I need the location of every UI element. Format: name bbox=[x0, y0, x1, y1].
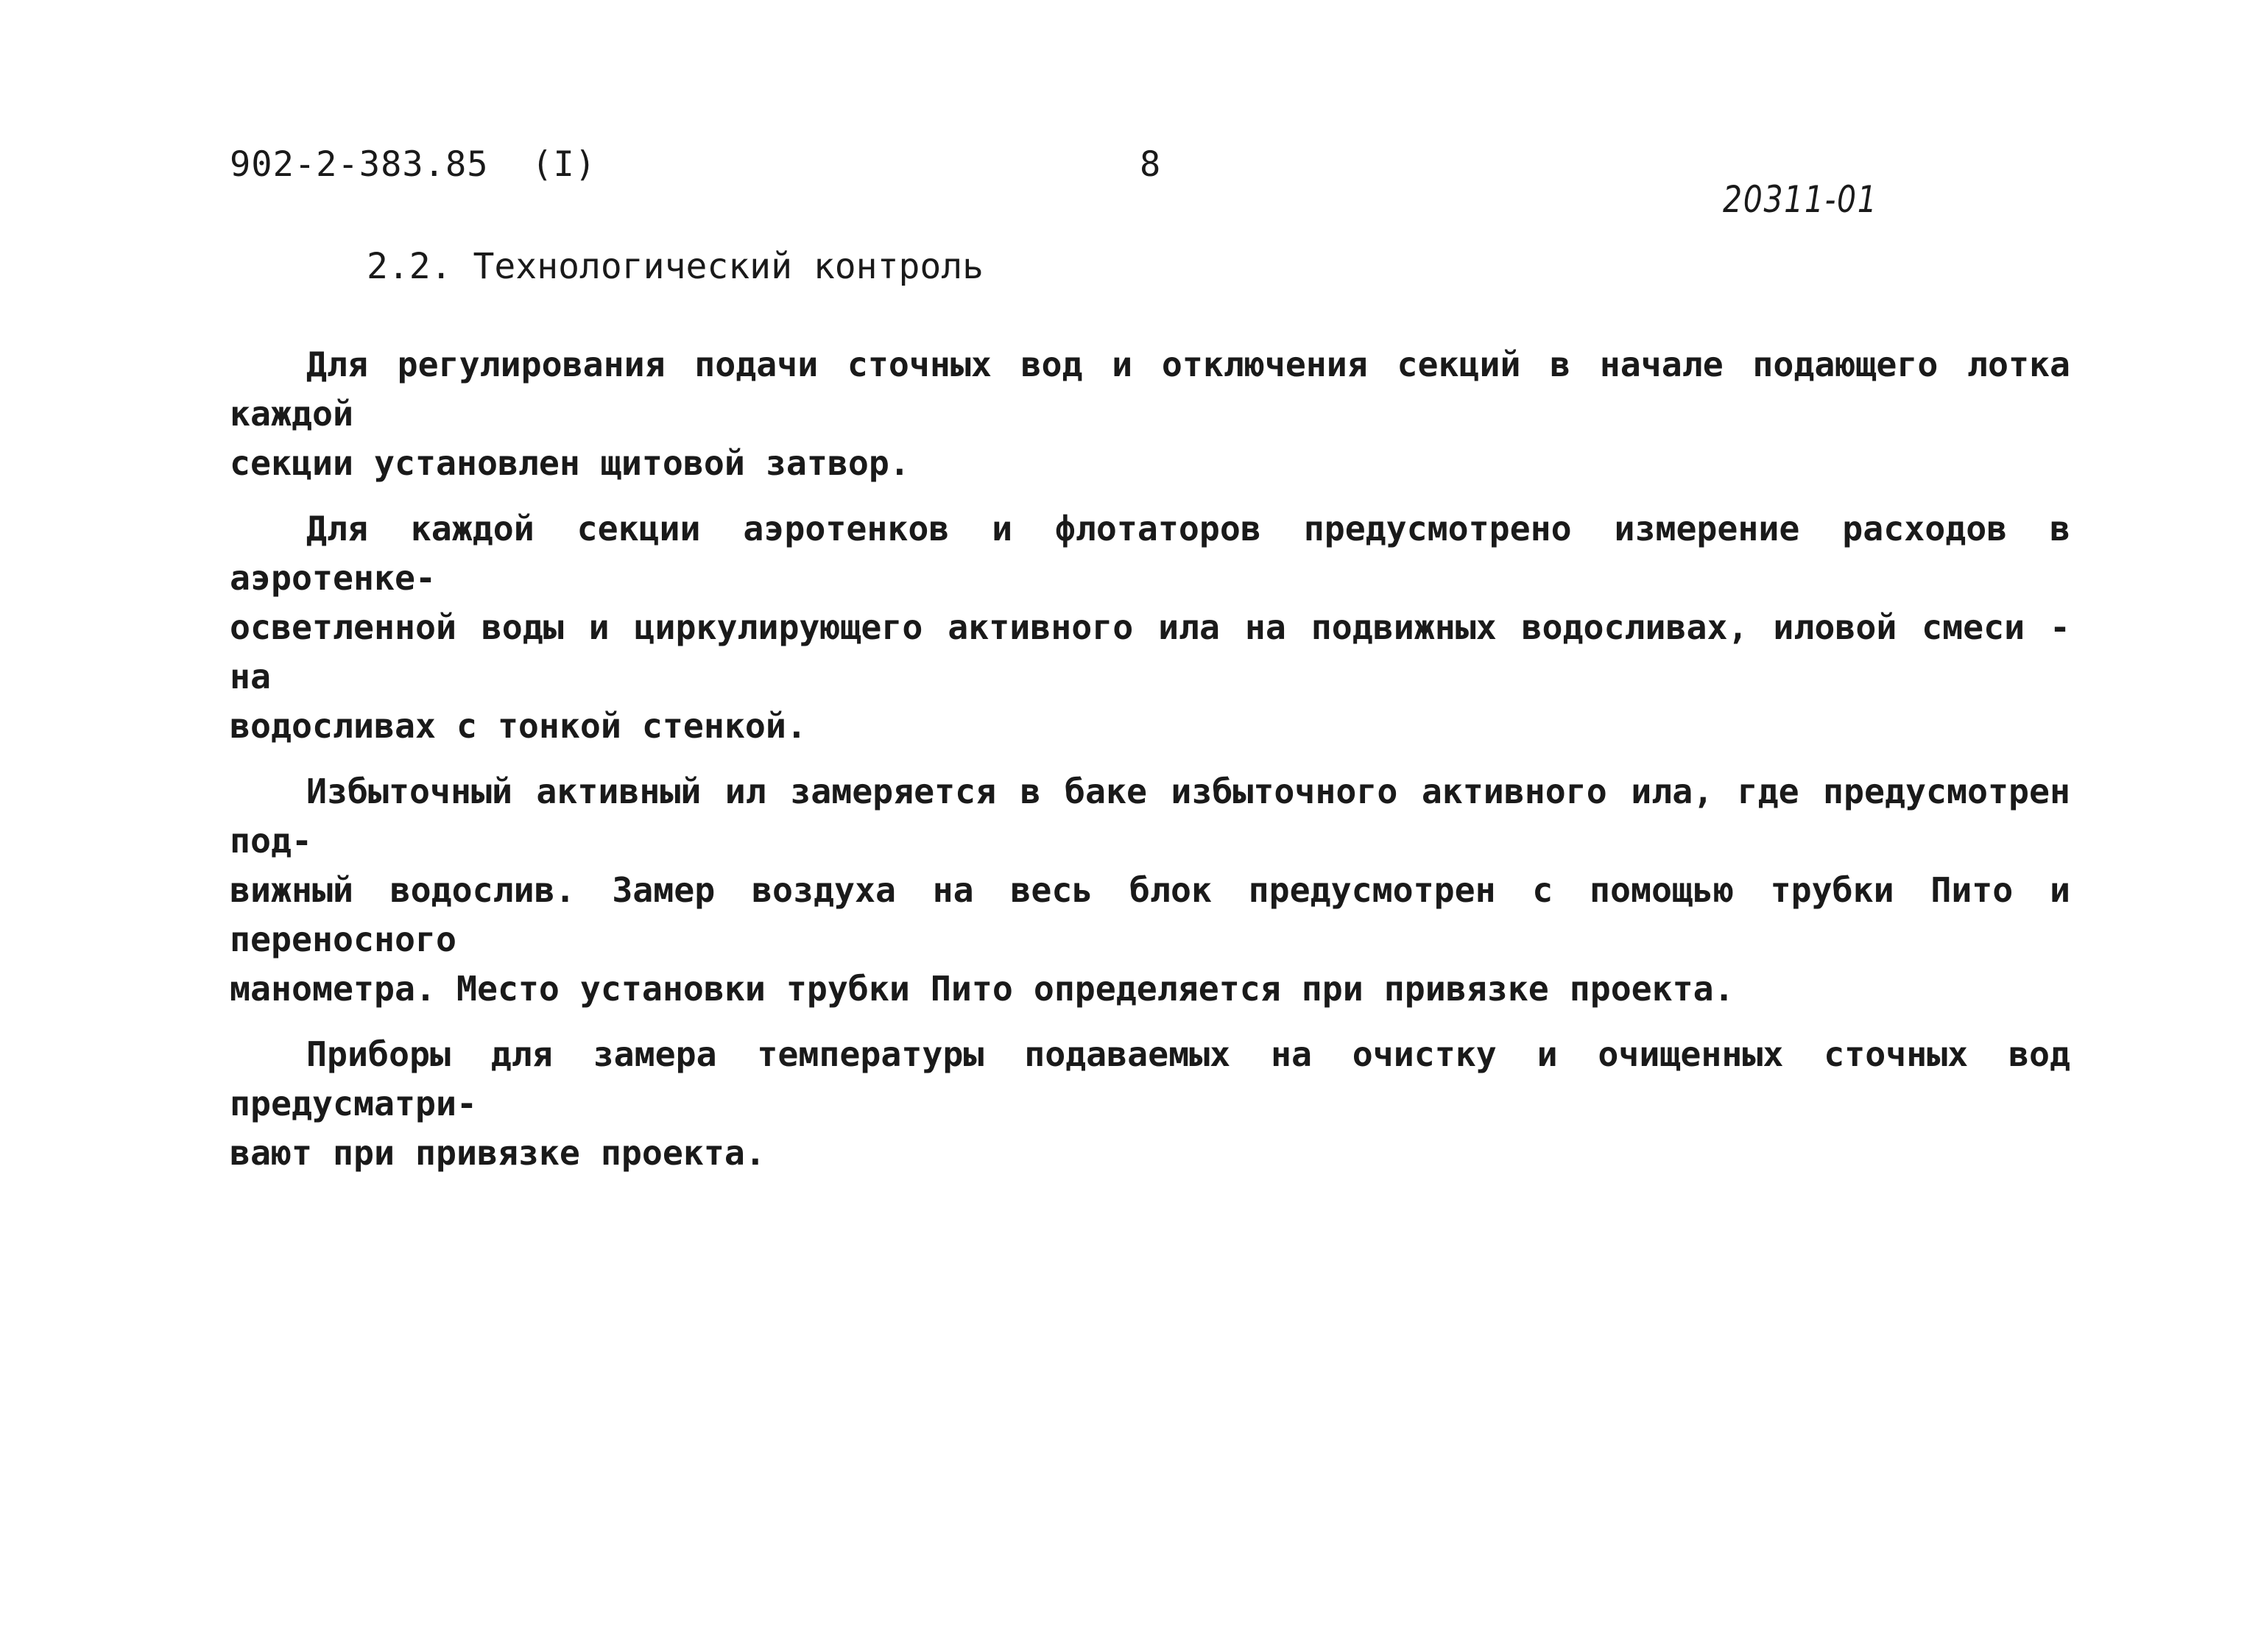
body-text bbox=[230, 340, 2070, 1194]
paragraph-gate: Для регулирования подачи сточных вод и отключения секций в начале подающего лотка каждой секции установлен щитовой затвор. bbox=[230, 345, 2070, 483]
paragraph-flow-measurement: Для каждой секции аэротенков и флотаторов предусмотрено измерение расходов в аэротенке- осветленной воды и циркулирующего активного ила на подвижных водосливах, иловой смеси - на водосливах с тонкой стенкой. bbox=[230, 509, 2070, 746]
page-number: 8 bbox=[1140, 144, 1161, 185]
handwritten-inventory-number: 20311-01 bbox=[1723, 178, 1878, 221]
paragraph-excess-sludge: Избыточный активный ил замеряется в баке избыточного активного ила, где предусмотрен под- вижный водослив. Замер воздуха на весь блок предусмотрен с помощью трубки Пито и переносного манометра. Место установки трубки Пито определяется при привязке проекта. bbox=[230, 772, 2070, 1009]
paragraph-temperature: Приборы для замера температуры подаваемых на очистку и очищенных сточных вод предусматри- вают при привязке проекта. bbox=[230, 1034, 2070, 1173]
section-heading: 2.2. Технологический контроль bbox=[367, 246, 984, 287]
document-code: 902-2-383.85 (I) bbox=[230, 144, 597, 185]
